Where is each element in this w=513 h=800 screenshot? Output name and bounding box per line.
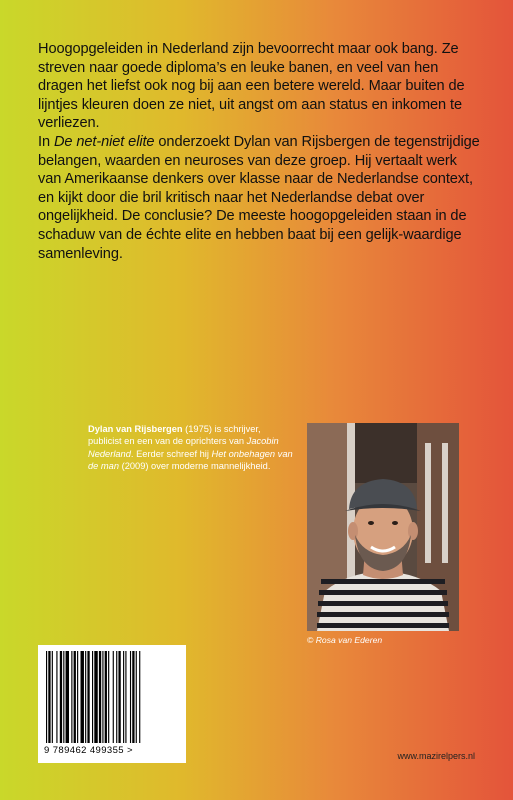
bio-organization: Jacobin Nederland — [88, 436, 279, 459]
blurb-text — [38, 40, 483, 263]
blurb-paragraph-1: Hoogopgeleiden in Nederland zijn bevoorrecht maar ook bang. Ze streven naar goede diploma’s en leuke banen, en veel van hen dragen het liefst ook nog bij aan een betere wereld. Maar buiten de lijntjes kleuren doen ze niet, uit angst om aan status en inkomen te verliezen. — [38, 41, 465, 132]
book-title-italic: De net-niet elite — [53, 133, 155, 150]
isbn-barcode — [38, 645, 186, 763]
bio-text-2: . Eerder schreef hij — [130, 448, 212, 459]
blurb-paragraph-2 — [38, 133, 483, 263]
author-bio — [88, 423, 293, 473]
author-name: Dylan van Rijsbergen — [88, 424, 183, 434]
isbn-number: 9 789462 499355 > — [44, 745, 133, 756]
barcode-bars — [44, 651, 180, 743]
blurb-p2-prefix: In — [38, 133, 54, 150]
photo-credit: © Rosa van Ederen — [307, 635, 383, 645]
blurb-p2-rest: onderzoekt Dylan van Rijsbergen de tegenstrijdige belangen, waarden en neuroses van deze groep. Hij vertaalt werk van Amerikaanse denkers over klasse naar de Nederlandse context, en kijkt door die bril kritisch naar het Nederlandse debat over ongelijkheid. De conclusie? De meeste hoogopgeleiden staan in de schaduw van de échte elite en hebben baat bij een gelijk-waardige samenleving. — [38, 133, 480, 262]
bio-text-1: (1975) is schrijver, publicist en een van de oprichters van — [88, 424, 261, 447]
bio-text-3: (2009) over moderne mannelijkheid. — [119, 461, 271, 472]
bio-previous-book: Het onbehagen van de man — [88, 448, 293, 472]
publisher-website: www.mazirelpers.nl — [397, 751, 475, 761]
author-photo — [307, 423, 459, 631]
